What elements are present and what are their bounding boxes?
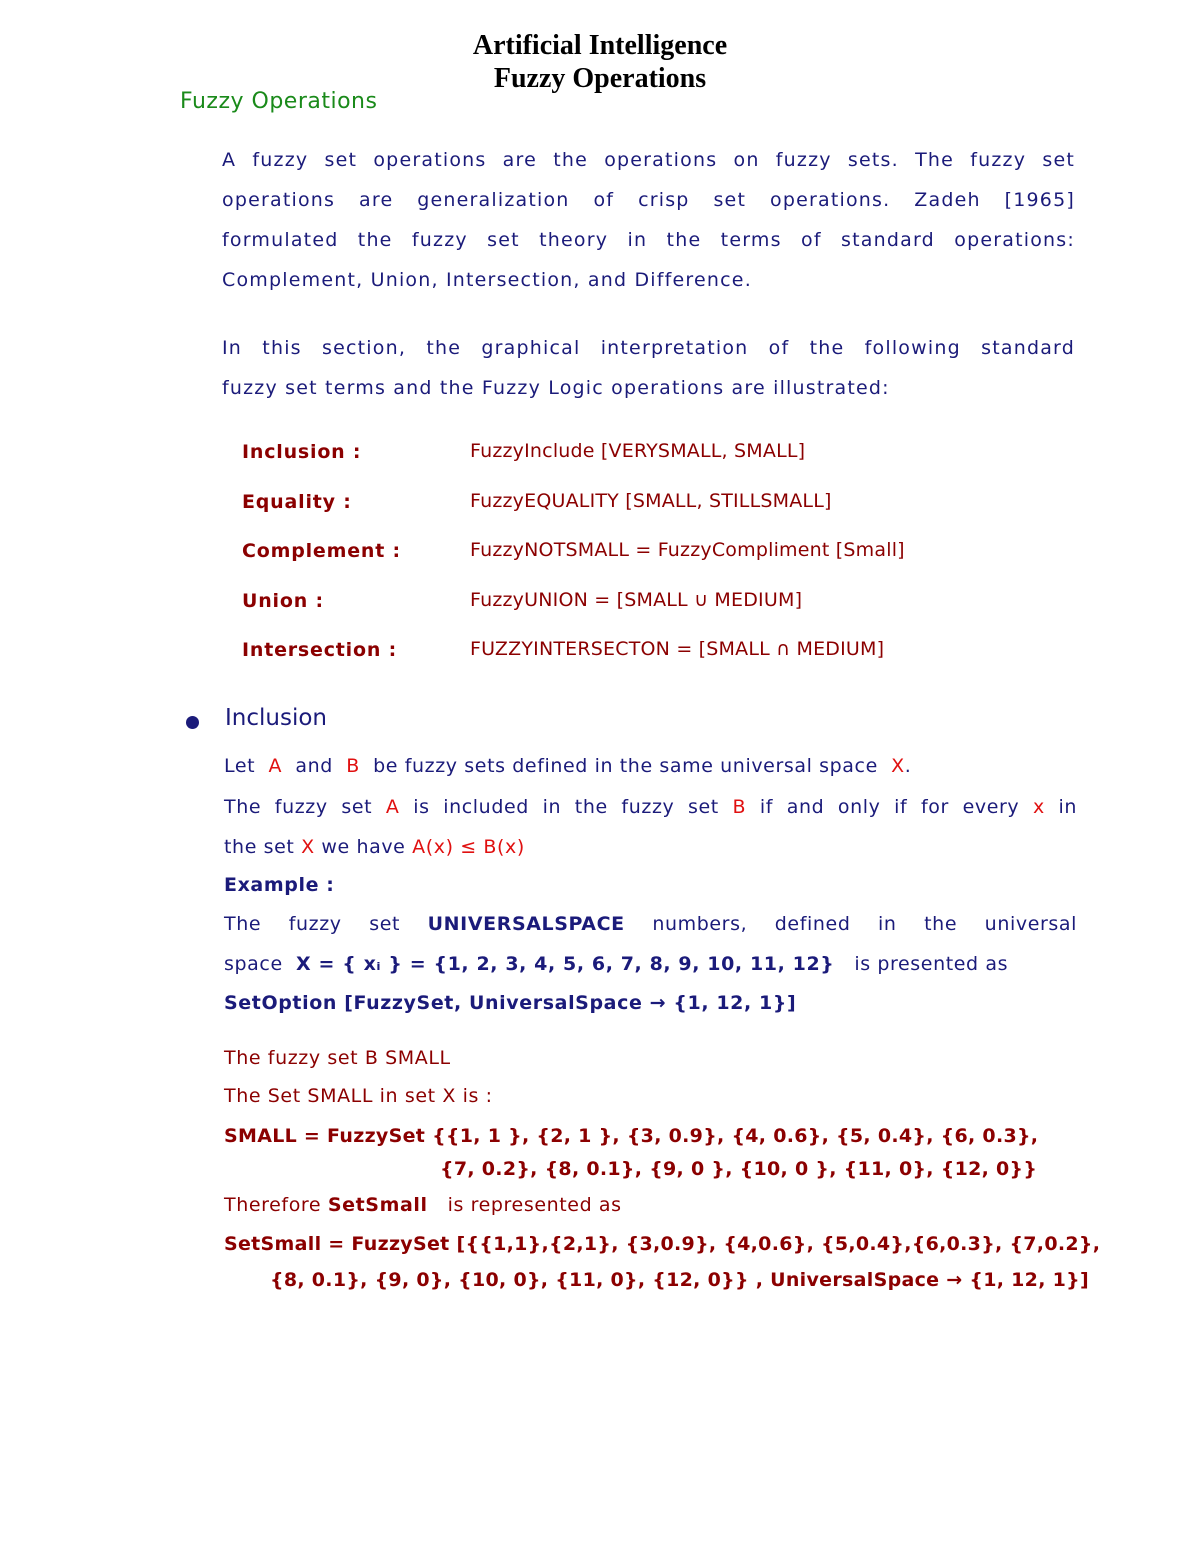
small-definition-line: {7, 0.2}, {8, 0.1}, {9, 0 }, {10, 0 }, {11, 0}, {12, 0}} — [440, 1158, 1038, 1180]
paragraph-line: Complement, Union, Intersection, and Difference. — [222, 269, 752, 291]
bullet-icon — [186, 716, 199, 729]
let-statement: Let A and B be fuzzy sets defined in the same universal space X. — [224, 755, 912, 777]
section-heading: Fuzzy Operations — [180, 89, 378, 114]
fuzzy-set-b-label: The fuzzy set B SMALL — [224, 1047, 451, 1069]
set-option-statement: SetOption [FuzzySet, UniversalSpace → {1, 12, 1}] — [224, 992, 797, 1014]
operation-definition: FUZZYINTERSECTON = [SMALL ∩ MEDIUM] — [470, 638, 885, 660]
document-title: Artificial Intelligence — [472, 30, 728, 61]
paragraph-line: fuzzy set terms and the Fuzzy Logic operations are illustrated: — [222, 377, 890, 399]
example-line: The fuzzy set UNIVERSALSPACE numbers, defined in the universal — [224, 913, 1078, 935]
small-definition-line: SMALL = FuzzySet {{1, 1 }, {2, 1 }, {3, 0.9}, {4, 0.6}, {5, 0.4}, {6, 0.3}, — [224, 1125, 1039, 1147]
paragraph-line: In this section, the graphical interpretation of the following standard — [222, 337, 1075, 359]
inclusion-heading: Inclusion — [225, 705, 327, 731]
second-paragraph — [222, 328, 1075, 408]
operation-definition: FuzzyInclude [VERYSMALL, SMALL] — [470, 440, 806, 462]
operation-term: Inclusion : — [242, 441, 362, 463]
paragraph-line: A fuzzy set operations are the operations on fuzzy sets. The fuzzy set — [222, 149, 1075, 171]
setsmall-definition-line: SetSmall = FuzzySet [{{1,1},{2,1}, {3,0.9}, {4,0.6}, {5,0.4},{6,0.3}, {7,0.2}, — [224, 1233, 1101, 1255]
document-subtitle: Fuzzy Operations — [493, 63, 707, 94]
inclusion-statement: The fuzzy set A is included in the fuzzy set B if and only if for every x in — [224, 796, 1078, 818]
paragraph-line: operations are generalization of crisp set operations. Zadeh [1965] — [222, 189, 1075, 211]
operation-term: Complement : — [242, 540, 401, 562]
example-label: Example : — [224, 874, 335, 896]
operation-definition: FuzzyEQUALITY [SMALL, STILLSMALL] — [470, 490, 832, 512]
paragraph-line: formulated the fuzzy set theory in the terms of standard operations: — [222, 229, 1075, 251]
therefore-statement: Therefore SetSmall is represented as — [224, 1194, 622, 1216]
intro-paragraph — [222, 140, 1075, 300]
inclusion-condition: the set X we have A(x) ≤ B(x) — [224, 836, 525, 858]
operation-term: Intersection : — [242, 639, 397, 661]
operation-definition: FuzzyUNION = [SMALL ∪ MEDIUM] — [470, 589, 803, 611]
operation-term: Union : — [242, 590, 324, 612]
operation-term: Equality : — [242, 491, 352, 513]
operation-definition: FuzzyNOTSMALL = FuzzyCompliment [Small] — [470, 539, 905, 561]
setsmall-definition-line: {8, 0.1}, {9, 0}, {10, 0}, {11, 0}, {12, 0}} , UniversalSpace → {1, 12, 1}] — [270, 1269, 1089, 1291]
example-universal-space: space X = { xᵢ } = {1, 2, 3, 4, 5, 6, 7, 8, 9, 10, 11, 12} is presented as — [224, 953, 1009, 975]
set-small-in-x: The Set SMALL in set X is : — [224, 1085, 493, 1107]
